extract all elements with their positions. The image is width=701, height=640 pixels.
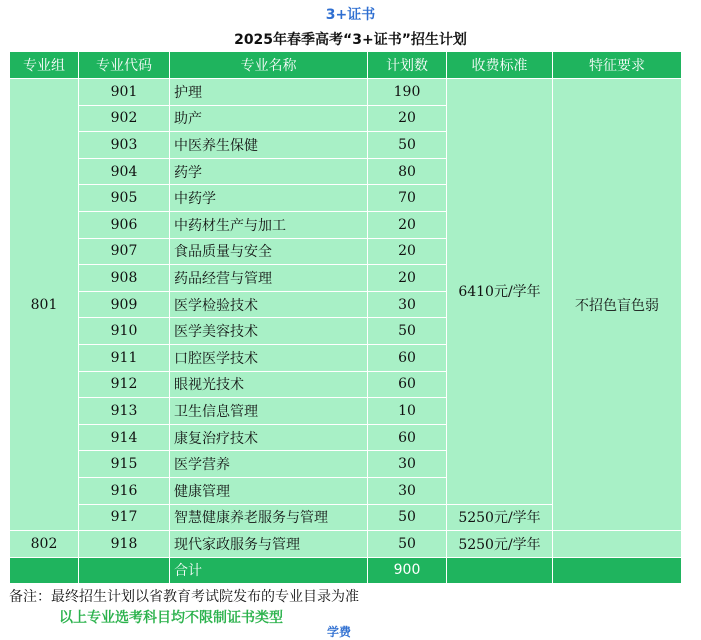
major-name-cell: 医学美容技术 — [170, 318, 368, 345]
group-cell-802: 802 — [10, 531, 79, 558]
code-cell: 901 — [79, 79, 170, 106]
header-requirement: 特征要求 — [553, 52, 682, 79]
code-cell: 904 — [79, 158, 170, 185]
code-cell: 915 — [79, 451, 170, 478]
requirement-cell-empty — [553, 531, 682, 558]
fee-cell: 5250元/学年 — [447, 504, 553, 531]
plan-cell: 30 — [368, 291, 447, 318]
cutoff-heading-text: 学费 — [327, 625, 352, 639]
major-name-cell: 助产 — [170, 105, 368, 132]
code-cell: 905 — [79, 185, 170, 212]
plan-cell: 30 — [368, 451, 447, 478]
table-header-row — [10, 52, 682, 79]
plan-cell: 50 — [368, 504, 447, 531]
major-name-cell: 现代家政服务与管理 — [170, 531, 368, 558]
major-name-cell: 卫生信息管理 — [170, 398, 368, 425]
plan-cell: 60 — [368, 344, 447, 371]
code-cell: 908 — [79, 265, 170, 292]
plan-cell: 20 — [368, 238, 447, 265]
plan-cell: 20 — [368, 265, 447, 292]
total-empty-cell — [10, 557, 79, 584]
section-title: 3+证书 — [325, 7, 376, 23]
plan-cell: 50 — [368, 132, 447, 159]
code-cell: 902 — [79, 105, 170, 132]
major-name-cell: 食品质量与安全 — [170, 238, 368, 265]
table-row — [10, 79, 682, 106]
code-cell: 918 — [79, 531, 170, 558]
plan-cell: 80 — [368, 158, 447, 185]
total-empty-cell — [79, 557, 170, 584]
remark-note: 备注：最终招生计划以省教育考试院发布的专业目录为准 — [9, 589, 359, 605]
major-name-cell: 智慧健康养老服务与管理 — [170, 504, 368, 531]
code-cell: 909 — [79, 291, 170, 318]
major-name-cell: 康复治疗技术 — [170, 424, 368, 451]
total-label: 合计 — [170, 557, 368, 584]
page-title: 2025年春季高考“3+证书”招生计划 — [234, 32, 467, 48]
total-row — [10, 557, 682, 584]
fee-cell-801: 6410元/学年 — [447, 79, 553, 505]
plan-cell: 10 — [368, 398, 447, 425]
code-cell: 911 — [79, 344, 170, 371]
plan-cell: 190 — [368, 79, 447, 106]
remark-note-green: 以上专业选考科目均不限制证书类型 — [59, 610, 283, 626]
plan-cell: 20 — [368, 211, 447, 238]
header-fee: 收费标准 — [447, 52, 553, 79]
code-cell: 910 — [79, 318, 170, 345]
requirement-cell: 不招色盲色弱 — [553, 79, 682, 531]
total-empty-cell — [553, 557, 682, 584]
plan-cell: 60 — [368, 424, 447, 451]
table-row — [10, 531, 682, 558]
code-cell: 912 — [79, 371, 170, 398]
plan-cell: 30 — [368, 477, 447, 504]
code-cell: 903 — [79, 132, 170, 159]
header-group: 专业组 — [10, 52, 79, 79]
total-value: 900 — [368, 557, 447, 584]
major-name-cell: 中药材生产与加工 — [170, 211, 368, 238]
major-name-cell: 医学营养 — [170, 451, 368, 478]
code-cell: 913 — [79, 398, 170, 425]
plan-cell: 20 — [368, 105, 447, 132]
cutoff-heading — [327, 624, 357, 639]
code-cell: 907 — [79, 238, 170, 265]
enrollment-plan-table — [9, 51, 682, 584]
major-name-cell: 医学检验技术 — [170, 291, 368, 318]
major-name-cell: 中医养生保健 — [170, 132, 368, 159]
major-name-cell: 中药学 — [170, 185, 368, 212]
major-name-cell: 口腔医学技术 — [170, 344, 368, 371]
plan-cell: 50 — [368, 318, 447, 345]
code-cell: 917 — [79, 504, 170, 531]
header-code: 专业代码 — [79, 52, 170, 79]
plan-cell: 50 — [368, 531, 447, 558]
group-cell-801: 801 — [10, 79, 79, 531]
code-cell: 906 — [79, 211, 170, 238]
major-name-cell: 健康管理 — [170, 477, 368, 504]
fee-cell: 5250元/学年 — [447, 531, 553, 558]
header-plan: 计划数 — [368, 52, 447, 79]
code-cell: 916 — [79, 477, 170, 504]
major-name-cell: 眼视光技术 — [170, 371, 368, 398]
total-empty-cell — [447, 557, 553, 584]
major-name-cell: 药品经营与管理 — [170, 265, 368, 292]
major-name-cell: 护理 — [170, 79, 368, 106]
header-name: 专业名称 — [170, 52, 368, 79]
major-name-cell: 药学 — [170, 158, 368, 185]
plan-cell: 60 — [368, 371, 447, 398]
code-cell: 914 — [79, 424, 170, 451]
plan-cell: 70 — [368, 185, 447, 212]
